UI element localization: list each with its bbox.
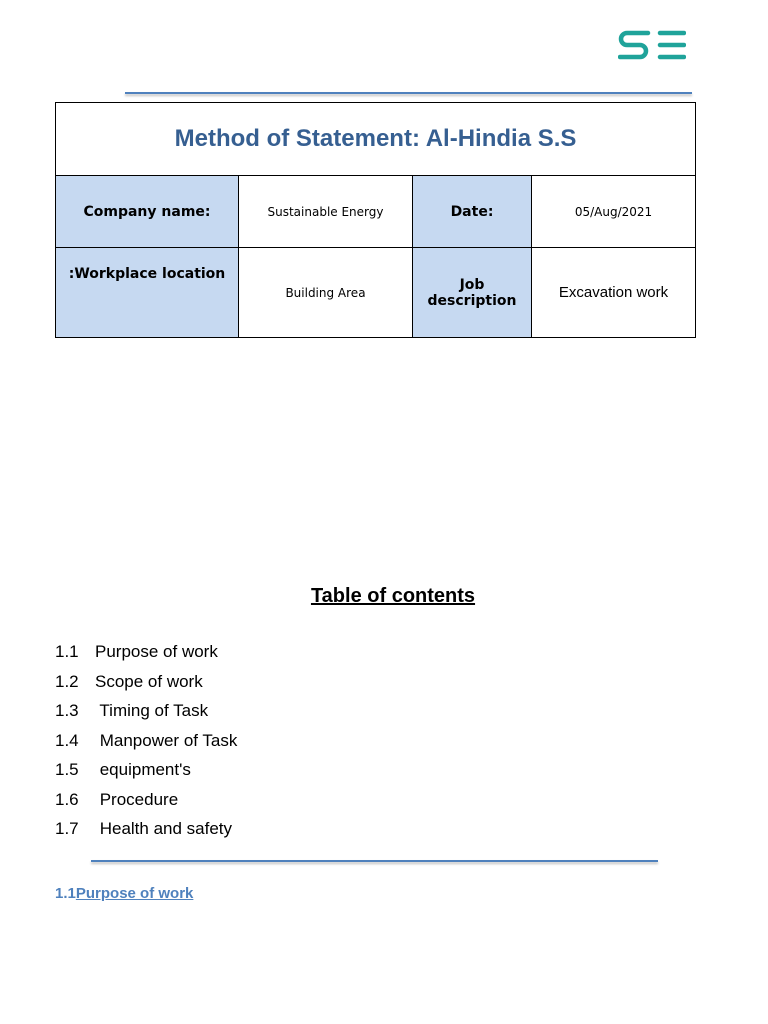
toc-item-number: 1.1 — [55, 642, 79, 661]
toc-item-number: 1.7 — [55, 819, 79, 838]
toc-item[interactable] — [55, 818, 237, 848]
date-value: 05/Aug/2021 — [532, 176, 696, 248]
job-label-line2: description — [427, 292, 517, 309]
toc-item-number: 1.2 — [55, 671, 79, 691]
toc-item-number: 1.6 — [55, 789, 79, 809]
section-divider — [91, 860, 658, 862]
toc-item-label: Procedure — [95, 789, 179, 809]
section-title: Purpose of work — [75, 885, 194, 902]
workplace-location-label: :Workplace location — [56, 248, 239, 338]
workplace-location-value: Building Area — [239, 248, 413, 338]
toc-item-label: equipment's — [95, 760, 191, 779]
toc-item-number: 1.3 — [55, 701, 79, 720]
section-number: 1.1 — [55, 885, 76, 902]
toc-item[interactable] — [55, 730, 237, 760]
toc-item-label: Purpose of work — [95, 642, 218, 661]
toc-list — [55, 641, 237, 848]
toc-item[interactable] — [55, 641, 237, 671]
company-name-label: Company name: — [56, 176, 239, 248]
job-label-line1: Job — [459, 276, 485, 293]
method-statement-table — [55, 102, 696, 338]
toc-item-number: 1.4 — [55, 730, 79, 750]
section-heading-purpose[interactable] — [55, 885, 193, 902]
job-description-label — [413, 248, 532, 338]
date-label: Date: — [413, 176, 532, 248]
toc-item-label: Health and safety — [95, 819, 233, 838]
toc-item-label: Manpower of Task — [95, 730, 238, 750]
toc-item-label: Timing of Task — [95, 701, 209, 720]
toc-title: Table of contents — [310, 585, 476, 607]
toc-item-number: 1.5 — [55, 760, 79, 779]
document-title: Method of Statement: Al-Hindia S.S — [56, 103, 696, 176]
toc-item[interactable] — [55, 700, 237, 730]
toc-item-label: Scope of work — [95, 671, 203, 691]
se-logo-icon — [618, 29, 686, 61]
toc-item[interactable] — [55, 789, 237, 819]
toc-item[interactable] — [55, 671, 237, 701]
company-name-value: Sustainable Energy — [239, 176, 413, 248]
job-description-value: Excavation work — [532, 248, 696, 338]
toc-item[interactable] — [55, 759, 237, 789]
header-divider — [125, 92, 692, 94]
